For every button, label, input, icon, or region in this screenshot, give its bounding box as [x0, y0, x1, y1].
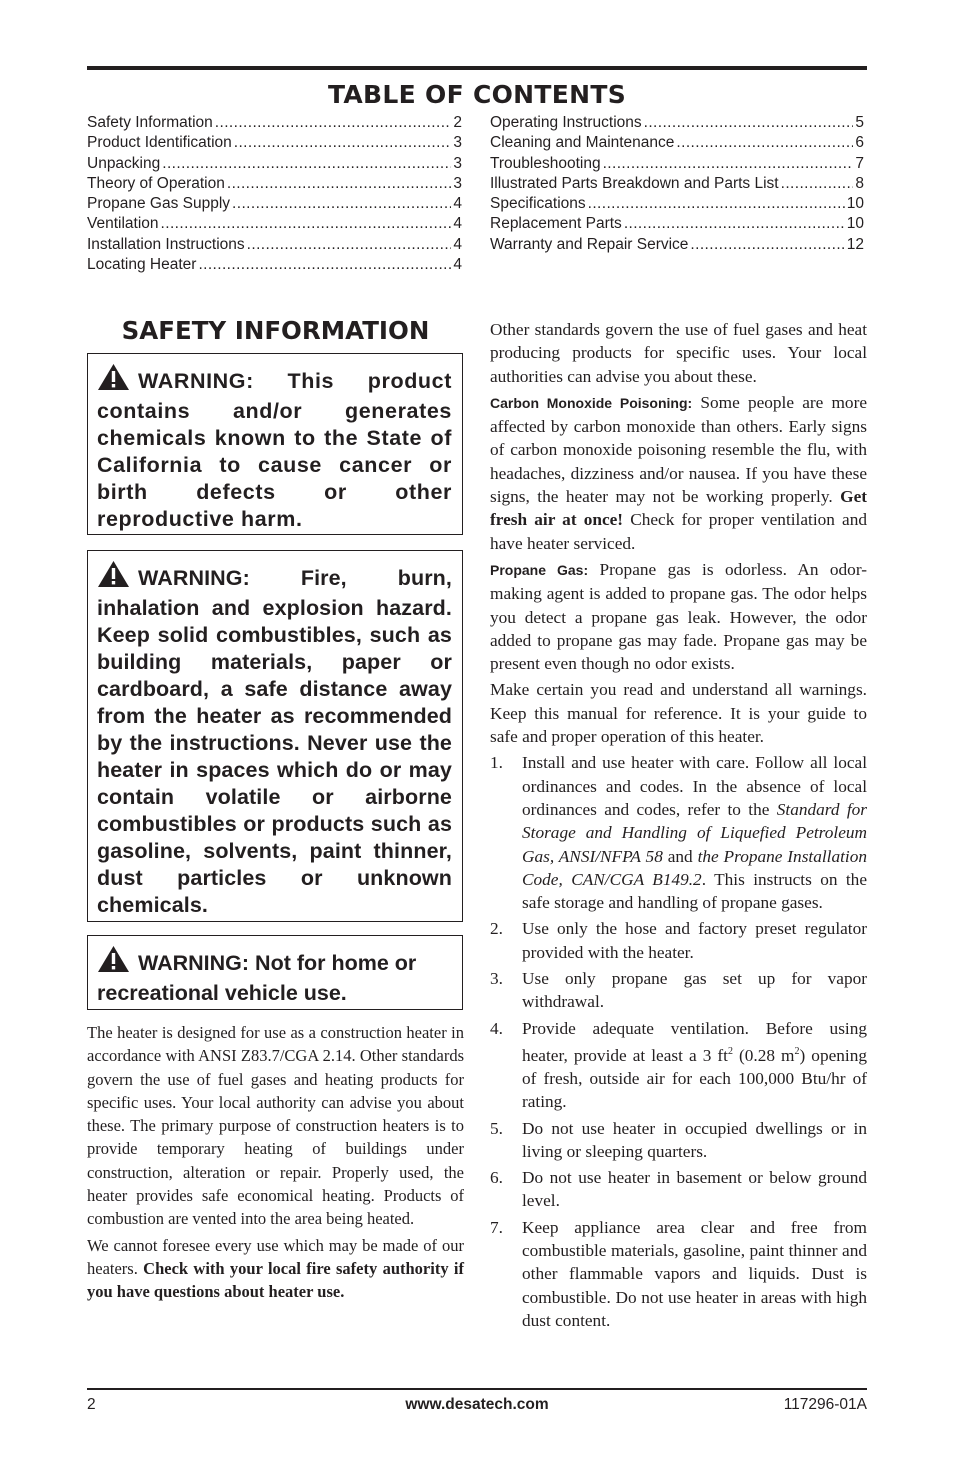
toc-entry-title: Product Identification — [87, 134, 232, 152]
list-item — [490, 1017, 867, 1114]
warning-text: WARNING: Fire, burn, inhalation and explosion hazard. Keep solid combustibles, such as building materials, paper or cardboard, a safe distance away from the heater as recommended by the instructions. Never use the heater in spaces which do or may contain volatile or airborne combustibles or products such as gasoline, solvents, paint thinner, dust particles or unknown chemicals. — [97, 566, 452, 917]
toc-leader — [588, 195, 845, 213]
list-number: 1. — [490, 753, 503, 773]
toc-entry-page: 8 — [855, 174, 864, 192]
list-number: 4. — [490, 1018, 503, 1038]
toc-entry[interactable] — [87, 155, 462, 175]
warning-triangle-icon — [97, 945, 130, 980]
right-body-text — [490, 318, 867, 1335]
warning-text: WARNING: This product contains and/or generates chemicals known to the State of California to cause cancer or birth defects or other reproductive harm. — [97, 369, 452, 531]
safety-list — [490, 751, 867, 1332]
toc-entry-page: 2 — [453, 114, 462, 131]
toc-entry-title: Propane Gas Supply — [87, 195, 231, 213]
list-item — [490, 1117, 867, 1164]
toc-entry[interactable] — [87, 195, 462, 215]
toc-entry-page: 7 — [855, 154, 864, 172]
toc-entry-title: Installation Instructions — [87, 235, 245, 253]
page-number: 2 — [87, 1396, 96, 1413]
toc-entry-title: Theory of Operation — [87, 174, 225, 192]
text-run: Install and use heater with care. Follow all local ordinances and codes. In the absence of local ordinances and codes, refer to the — [522, 753, 867, 819]
toc-entry-title: Replacement Parts — [490, 215, 622, 233]
toc-entry-title: Specifications — [490, 195, 586, 213]
superscript: 2 — [727, 1045, 733, 1057]
toc-entry[interactable] — [87, 236, 462, 256]
paragraph: Make certain you read and understand all warnings. Keep this manual for reference. It is your guide to safe and proper operation of this heater. — [490, 680, 867, 747]
list-item — [490, 967, 867, 1014]
toc-leader — [215, 114, 452, 132]
paragraph: The heater is designed for use as a construction heater in accordance with ANSI Z83.7/CGA 2.14. Other standards govern the use of fuel gases and heating products for specific uses. Your local authority can advise you about these. The primary purpose of construction heaters is to provide temporary heating of buildings under construction, alteration or repair. Properly used, the heater provides safe economical heating. Products of combustion are vented into the area being heated. — [87, 1023, 464, 1229]
toc-entry-page: 4 — [453, 256, 462, 274]
top-rule — [87, 66, 867, 70]
toc-leader — [198, 256, 451, 274]
toc-leader — [247, 236, 452, 254]
text-run: ) opening of fresh, outside air for each 100,000 Btu/hr of rating. — [522, 1045, 867, 1112]
run-in-heading: Carbon Monoxide Poisoning: — [490, 394, 693, 411]
list-text: Use only propane gas set up for vapor withdrawal. — [522, 969, 867, 1012]
warning-box-fire — [87, 550, 463, 922]
paragraph — [87, 1234, 464, 1304]
toc-entry-page: 4 — [453, 195, 462, 213]
run-in-heading: Propane Gas: — [490, 561, 589, 578]
toc-entry[interactable] — [490, 195, 864, 215]
toc-entry[interactable] — [87, 256, 462, 276]
italic-text-run: Standard for Storage and Handling of Liquefied Petroleum Gas, ANSI/NFPA 58 — [522, 799, 867, 866]
list-number: 7. — [490, 1217, 503, 1237]
toc-entry-title: Ventilation — [87, 215, 159, 233]
toc-leader — [644, 114, 854, 132]
toc-entry[interactable] — [490, 175, 864, 195]
toc-entry-page: 4 — [453, 235, 462, 253]
toc-entry-page: 4 — [453, 215, 462, 233]
toc-entry[interactable] — [87, 175, 462, 195]
toc-entry[interactable] — [490, 114, 864, 134]
warning-text: WARNING: Not for home or recreational vehicle use. — [97, 951, 417, 1005]
bold-text-run: Check with your local fire safety authority if you have questions about heater use. — [87, 1258, 464, 1302]
text-run: Propane gas is odorless. An odor-making agent is added to propane gas. The odor helps you detect a propane gas leak. However, the odor added to propane gas may fade. Propane gas may be present even though no odor exists. — [490, 559, 867, 674]
bold-text-run: Get fresh air at once! — [490, 487, 867, 530]
document-number: 117296-01A — [783, 1396, 867, 1413]
list-text: Do not use heater in occupied dwellings or in living or sleeping quarters. — [522, 1118, 867, 1161]
toc-entry-page: 5 — [855, 114, 864, 131]
toc-entry-title: Operating Instructions — [490, 114, 642, 131]
toc-leader — [162, 155, 451, 173]
text-run: We cannot foresee every use which may be made of our heaters. — [87, 1235, 464, 1278]
toc-entry[interactable] — [490, 215, 864, 235]
toc-entry-page: 3 — [453, 154, 462, 172]
list-text: Keep appliance area clear and free from combustible materials, gasoline, paint thinner and other flammable vapors and liquids. Dust is combustible. Do not use heater in areas with high dust content. — [522, 1217, 867, 1330]
italic-text-run: the Propane Installation Code, CAN/CGA B149.2 — [522, 846, 867, 889]
toc-entry[interactable] — [490, 236, 864, 256]
toc-entry[interactable] — [87, 215, 462, 235]
toc-entry-page: 3 — [453, 134, 462, 152]
toc-leader — [234, 134, 452, 152]
toc-entry-title: Illustrated Parts Breakdown and Parts List — [490, 174, 779, 192]
toc-leader — [161, 215, 452, 233]
toc-entry[interactable] — [87, 114, 462, 134]
toc-leader — [624, 215, 845, 233]
toc-entry-title: Safety Information — [87, 114, 213, 131]
toc-entry-title: Warranty and Repair Service — [490, 235, 689, 253]
toc-leader — [781, 175, 854, 193]
list-item — [490, 1216, 867, 1332]
paragraph — [490, 558, 867, 675]
toc-entry-title: Troubleshooting — [490, 154, 601, 172]
text-run: and — [662, 846, 698, 866]
warning-box-home-rv — [87, 935, 463, 1010]
list-item — [490, 1166, 867, 1213]
list-text: Do not use heater in basement or below ground level. — [522, 1168, 867, 1211]
list-number: 5. — [490, 1118, 503, 1138]
toc-leader — [232, 195, 451, 213]
list-text — [522, 751, 867, 914]
safety-heading: SAFETY INFORMATION — [121, 316, 430, 345]
text-run: Provide adequate ventilation. Before using heater, provide at least a 3 ft — [522, 1018, 867, 1065]
warning-box-prop65 — [87, 353, 463, 535]
list-number: 3. — [490, 969, 503, 989]
toc-entry-page: 12 — [846, 235, 864, 253]
list-item — [490, 917, 867, 964]
bottom-rule — [87, 1388, 867, 1390]
website-link[interactable]: www.desatech.com — [405, 1396, 549, 1413]
list-text: Use only the hose and factory preset regulator provided with the heater. — [522, 919, 867, 962]
toc-entry-page: 10 — [846, 215, 864, 233]
toc-title: TABLE OF CONTENTS — [328, 80, 626, 109]
left-body-text — [87, 1021, 464, 1307]
text-run: . This instructs on the safe storage and handling of propane gases. — [522, 869, 867, 913]
paragraph: Other standards govern the use of fuel gases and heat producing products for specific uses. Your local authorities can advise you about these. — [490, 320, 867, 386]
toc-entry-page: 3 — [453, 174, 462, 192]
toc-entry-title: Cleaning and Maintenance — [490, 134, 675, 152]
toc-entry-title: Unpacking — [87, 154, 161, 172]
toc-entry-page: 10 — [846, 195, 864, 213]
toc-entry-title: Locating Heater — [87, 256, 197, 274]
toc-entry[interactable] — [490, 134, 864, 154]
text-run: Some people are more affected by carbon monoxide than others. Early signs of carbon monoxide poisoning resemble the flu, with headaches, dizziness and/or nausea. If you have these signs, the heater may not be working properly. — [490, 392, 867, 507]
toc-leader — [690, 236, 844, 254]
list-text — [522, 1017, 867, 1114]
toc-right-column — [490, 114, 864, 256]
toc-leader — [227, 175, 452, 193]
toc-left-column — [87, 114, 462, 276]
toc-entry-page: 6 — [855, 134, 864, 152]
toc-leader — [676, 134, 853, 152]
warning-triangle-icon — [97, 560, 130, 595]
text-run: (0.28 m — [732, 1045, 795, 1065]
list-number: 2. — [490, 919, 503, 939]
toc-leader — [603, 155, 854, 173]
paragraph — [490, 391, 867, 555]
toc-entry[interactable] — [87, 134, 462, 154]
superscript: 2 — [794, 1045, 800, 1057]
list-number: 6. — [490, 1168, 503, 1188]
warning-triangle-icon — [97, 363, 130, 398]
list-item — [490, 751, 867, 914]
toc-entry[interactable] — [490, 155, 864, 175]
text-run: Check for proper ventilation and have heater serviced. — [490, 510, 867, 553]
